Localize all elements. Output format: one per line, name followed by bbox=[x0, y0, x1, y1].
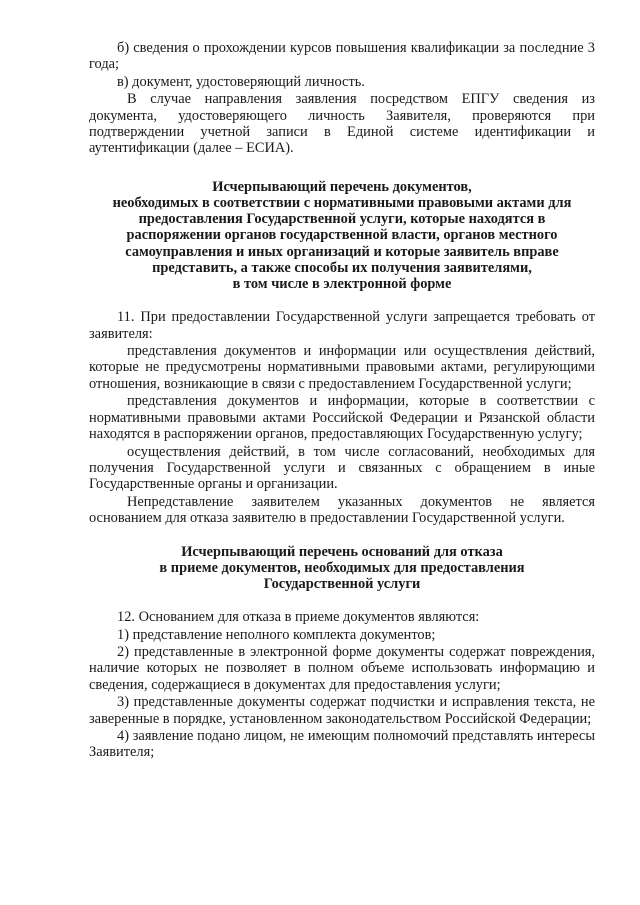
paragraph-11-item: осуществления действий, в том числе согласований, необходимых для получения Государственной услуги и связанных с обращением в иные Государственные органы и организации. bbox=[89, 443, 595, 493]
paragraph-11: 11. При предоставлении Государственной услуги запрещается требовать от заявителя: bbox=[89, 309, 595, 342]
section2-heading-line: в приеме документов, необходимых для предоставления bbox=[159, 559, 525, 576]
paragraph-12-item: 1) представление неполного комплекта документов; bbox=[117, 626, 436, 643]
paragraph-intro-epgu: В случае направления заявления посредством ЕПГУ сведения из документа, удостоверяющего личность Заявителя, проверяются при подтверждении учетной записи в Единой системе идентификации и аутентификации (далее – ЕСИА). bbox=[89, 91, 595, 157]
paragraph-intro-v: в) документ, удостоверяющий личность. bbox=[117, 73, 365, 90]
section1-heading-line: необходимых в соответствии с нормативными правовыми актами для bbox=[112, 195, 572, 212]
document-body bbox=[89, 40, 595, 761]
paragraph-12-item: 2) представленные в электронной форме документы содержат повреждения, наличие которых не позволяет в полном объеме использовать информацию и сведения, содержащиеся в документах для предоставления услуги; bbox=[89, 643, 595, 693]
section2-heading-line: Исчерпывающий перечень оснований для отказа bbox=[181, 543, 503, 560]
paragraph-12-item: 4) заявление подано лицом, не имеющим полномочий представлять интересы Заявителя; bbox=[89, 728, 595, 761]
section1-heading-line: распоряжении органов государственной власти, органов местного bbox=[126, 227, 558, 244]
paragraph-11-item: представления документов и информации или осуществления действий, которые не предусмотрены нормативными правовыми актами, регулирующими отношения, возникающие в связи с предоставлением Государственной услуги; bbox=[89, 343, 595, 392]
paragraph-12: 12. Основанием для отказа в приеме документов являются: bbox=[117, 609, 480, 626]
section1-heading-line: в том числе в электронной форме bbox=[232, 276, 452, 293]
section1-heading-line: Исчерпывающий перечень документов, bbox=[212, 178, 472, 195]
section1-heading-line: представить, а также способы их получения заявителями, bbox=[152, 259, 532, 276]
section1-heading-line: предоставления Государственной услуги, которые находятся в bbox=[138, 211, 546, 228]
section2-heading-line: Государственной услуги bbox=[263, 575, 421, 592]
section1-heading bbox=[89, 179, 595, 292]
paragraph-11-item: представления документов и информации, которые в соответствии с нормативными правовыми актами Российской Федерации и Рязанской области находятся в распоряжении органов, предоставляющих Государственную услугу; bbox=[89, 393, 595, 443]
section2-heading bbox=[89, 544, 595, 593]
section1-heading-line: самоуправления и иных организаций и которые заявитель вправе bbox=[125, 243, 559, 260]
paragraph-12-item: 3) представленные документы содержат подчистки и исправления текста, не заверенные в порядке, установленном законодательством Российской Федерации; bbox=[89, 694, 595, 727]
paragraph-11-note: Непредставление заявителем указанных документов не является основанием для отказа заявителю в предоставлении Государственной услуги. bbox=[89, 493, 595, 527]
paragraph-intro-b: б) сведения о прохождении курсов повышения квалификации за последние 3 года; bbox=[89, 40, 595, 73]
